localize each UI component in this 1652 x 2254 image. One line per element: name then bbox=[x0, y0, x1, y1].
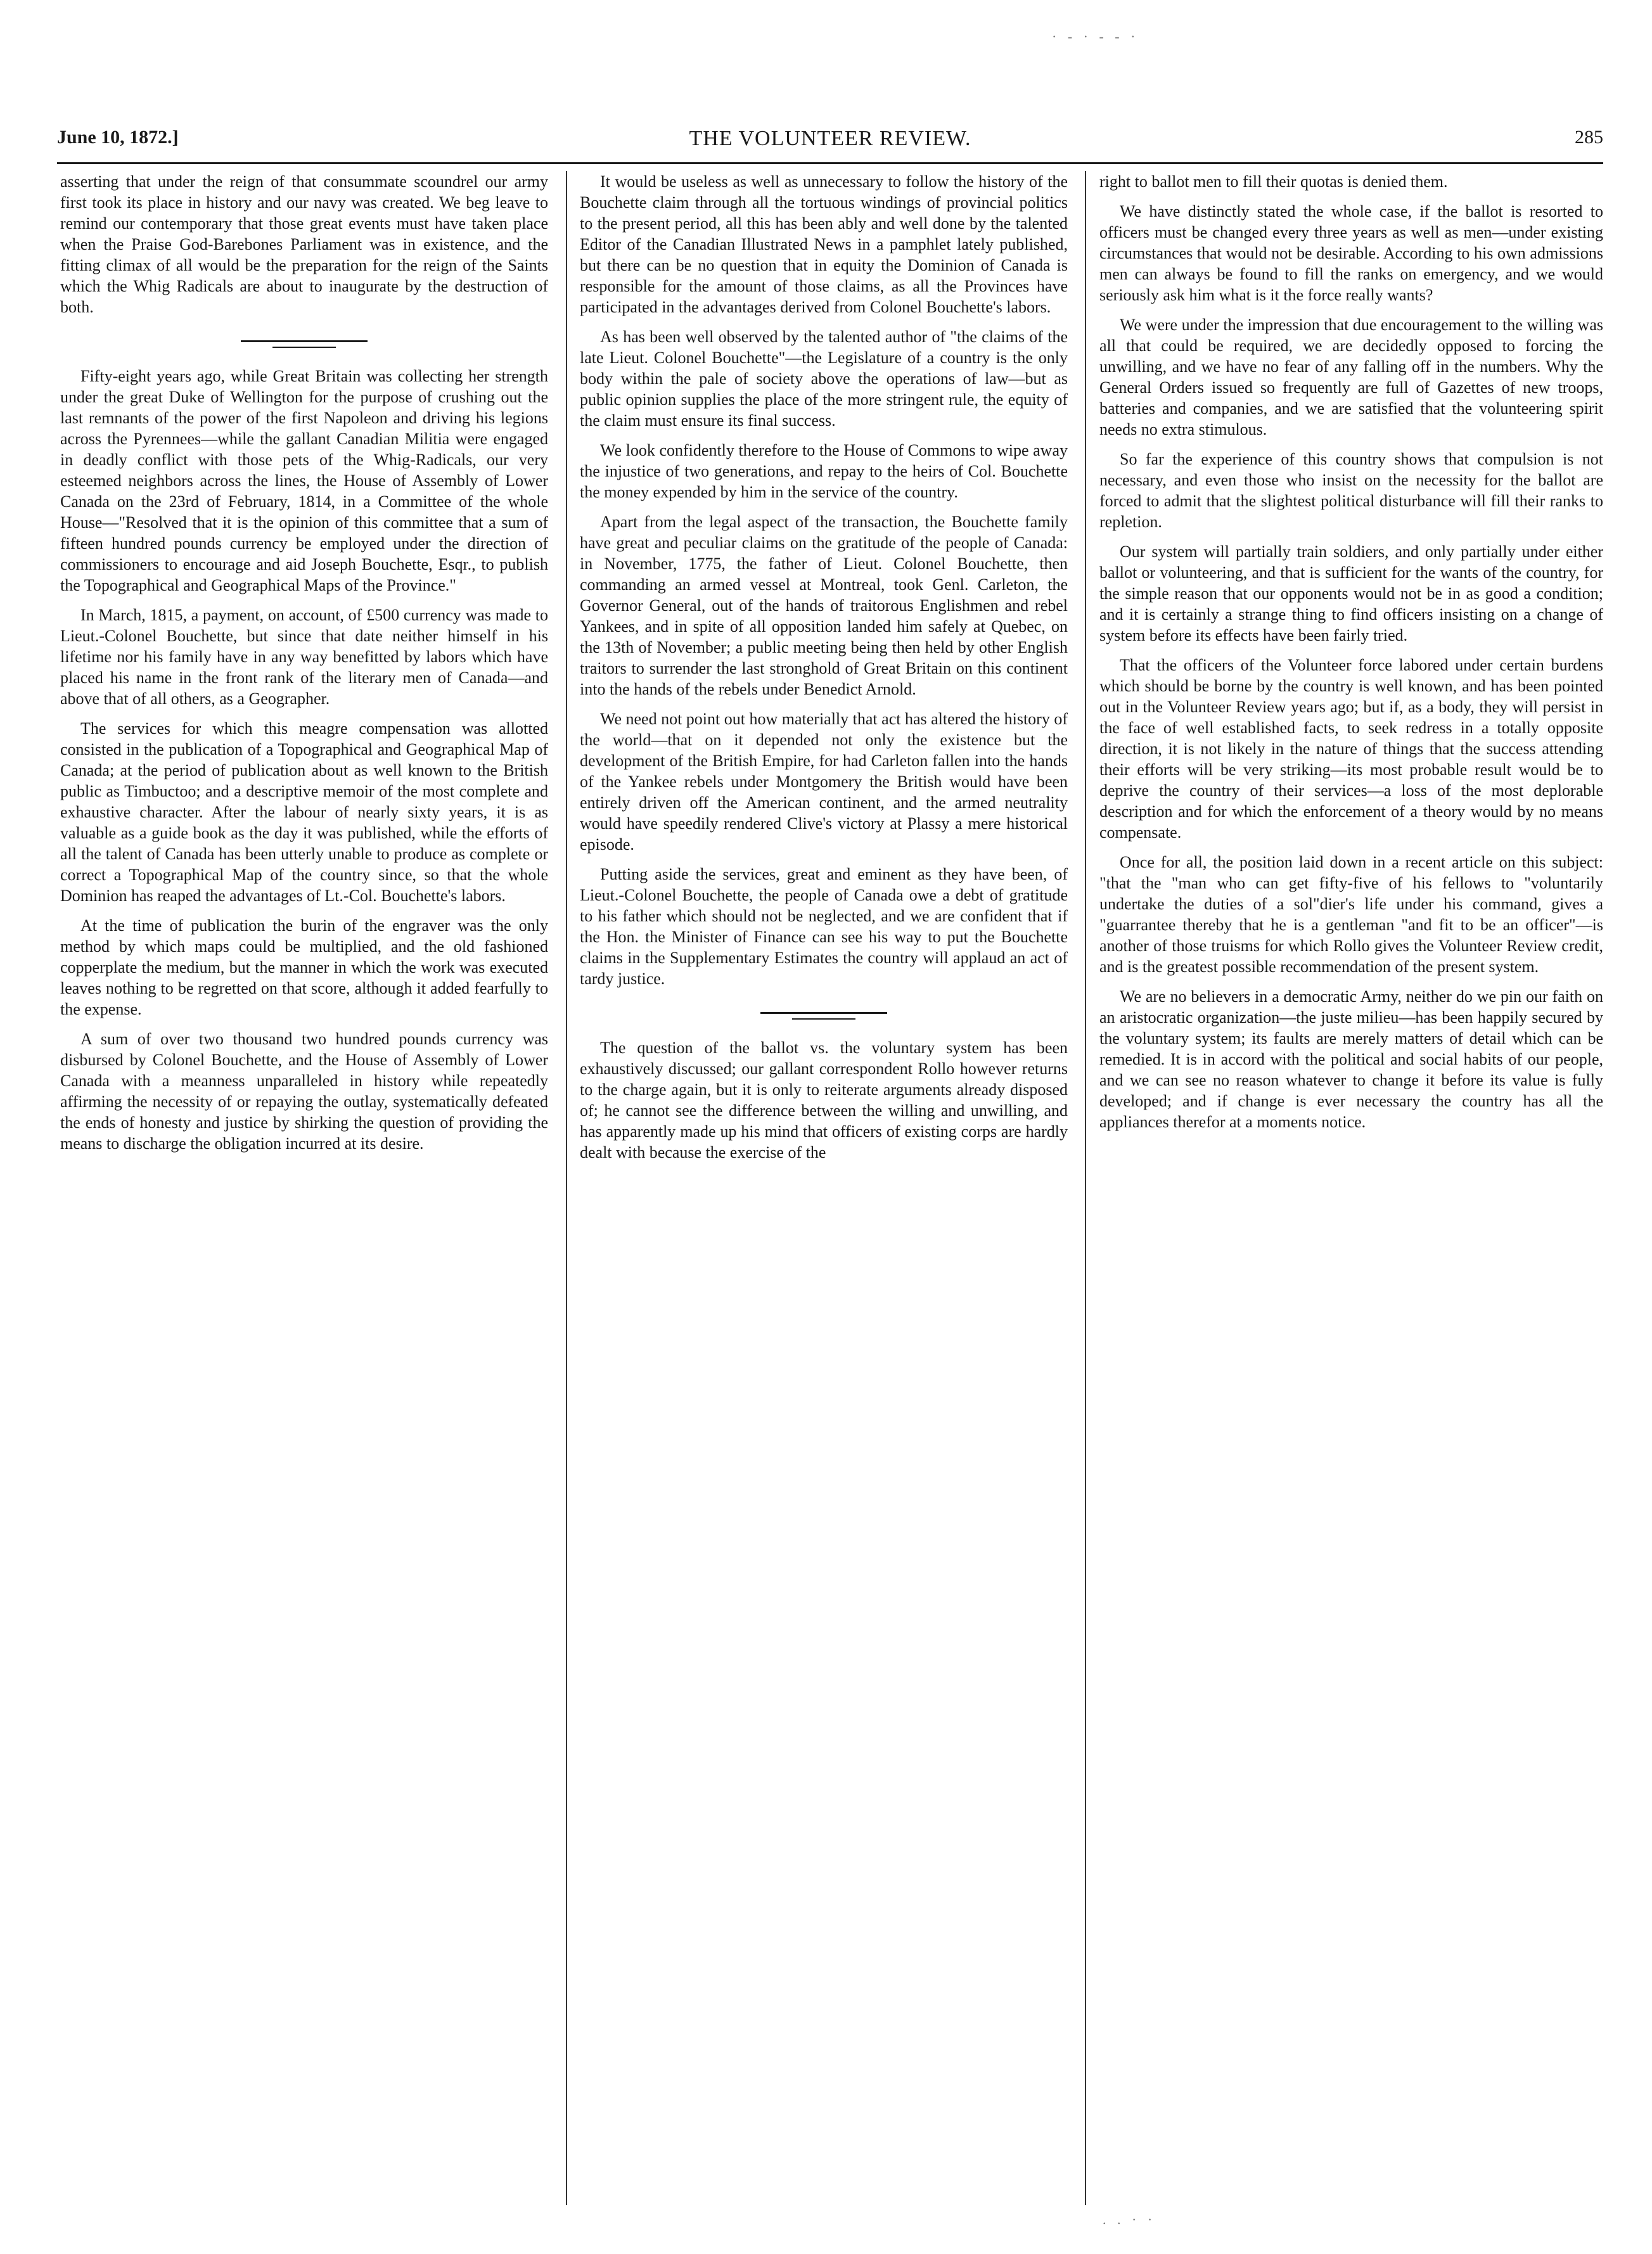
page-number: 285 bbox=[1575, 127, 1603, 148]
paragraph: We need not point out how materially that act has altered the history of the world—that on it depended not only the existence but the development of the British Empire, for had Carleton fallen into the hands of the Yankee rebels under Montgomery the British would have been entirely driven off the American continent, and the armed neutrality would have speedily rendered Clive's victory at Plassy a mere historical episode. bbox=[580, 710, 1068, 854]
print-specks: . . · · bbox=[1103, 2212, 1156, 2227]
column-1 bbox=[60, 171, 548, 1163]
paragraph: Fifty-eight years ago, while Great Britain was collecting her strength under the great Duke of Wellington for the purpose of crushing out the last remnants of the power of the first Napoleon and driving his legions across the Pyrennees—while the gallant Canadian Militia were engaged in deadly conflict with those pets of the Whig-Radicals, our very esteemed neighbors across the lines, the House of Assembly of Lower Canada on the 23rd of February, 1814, in a Committee of the whole House—"Resolved that it is the opinion of this committee that a sum of fifteen hundred pounds currency be employed under the direction of commissioners to encourage and aid Joseph Bouchette, Esqr., to publish the Topographical and Geographical Maps of the Province." bbox=[60, 367, 548, 594]
paragraph: Apart from the legal aspect of the transaction, the Bouchette family have great and peculiar claims on the gratitude of the people of Canada: in November, 1775, the father of Lieut. Colonel Bouchette, then commanding an armed vessel at Montreal, took Genl. Carleton, the Governor General, out of the hands of traitorous Englishmen and rebel Yankees, and in spite of all opposition landed him safely at Quebec, on the 13th of November; a public meeting being then held by other English traitors to surrender the last stronghold of Great Britain on this continent into the hands of the rebels under Benedict Arnold. bbox=[580, 513, 1068, 698]
column-2 bbox=[580, 171, 1068, 1172]
paragraph: It would be useless as well as unnecessary to follow the history of the Bouchette claim through all the tortuous windings of provincial politics to the present period, all this has been ably and well done by the talented Editor of the Canadian Illustrated News in a pamphlet lately published, but there can be no question that in equity the Dominion of Canada is responsible for the amount of those claims, as all the Provinces have participated in the advantages derived from Colonel Bouchette's labors. bbox=[580, 172, 1068, 316]
paragraph: We look confidently therefore to the House of Commons to wipe away the injustice of two generations, and repay to the heirs of Col. Bouchette the money expended by him in the service of the country. bbox=[580, 441, 1068, 501]
paragraph: Putting aside the services, great and eminent as they have been, of Lieut.-Colonel Bouchette, the people of Canada owe a debt of gratitude to his father which should not be neglected, and we are confident that if the Hon. the Minister of Finance can see his way to put the Bouchette claims in the Supplementary Estimates the country will applaud an act of tardy justice. bbox=[580, 865, 1068, 988]
paragraph: A sum of over two thousand two hundred pounds currency was disbursed by Colonel Bouchette, and the House of Assembly of Lower Canada with a meanness unparalleled in history while repeatedly affirming the necessity of or repaying the outlay, systematically defeated the ends of honesty and justice by shirking the question of providing the means to discharge the obligation incurred at its desire. bbox=[60, 1030, 548, 1153]
paragraph: That the officers of the Volunteer force labored under certain burdens which should be borne by the country is well known, and has been pointed out in the Volunteer Review years ago; but if, as a body, they will persist in the face of well established facts, to seek redress in a totally opposite direction, it is not likely in the nature of things that the success attending their efforts will be very striking—its most probable result would be to deprive the country of their services—a loss of the most deplorable description and for which the enforcement of a theory would by no means compensate. bbox=[1099, 656, 1603, 842]
section-separator bbox=[580, 998, 1068, 1037]
paragraph: So far the experience of this country shows that compulsion is not necessary, and even those who insist on the necessity for the ballot are forced to admit that the slightest political disturbance will fill their ranks to repletion. bbox=[1099, 450, 1603, 531]
header-date: June 10, 1872.] bbox=[57, 127, 179, 148]
paragraph: asserting that under the reign of that consummate scoundrel our army first took its place in history and our navy was created. We beg leave to remind our contemporary that those great events must have taken place when the Praise God-Barebones Parliament was in existence, and the fitting climax of all would be the preparation for the reign of the Saints which the Whig Radicals are about to inaugurate by the destruction of both. bbox=[60, 172, 548, 316]
column-3 bbox=[1099, 171, 1603, 1141]
paragraph: Once for all, the position laid down in a recent article on this subject: "that the "man who can get fifty-five of his fellows to "voluntarily undertake the duties of a sol"dier's life under his command, gives a "guarrantee thereby that he is a gentleman "and fit to be an officer"—is another of those truisms for which Rollo gives the Volunteer Review credit, and is the greatest possible recommendation of the present system. bbox=[1099, 853, 1603, 976]
paragraph: We are no believers in a democratic Army, neither do we pin our faith on an aristocratic organization—the juste milieu—has been happily secured by the voluntary system; its faults are merely matters of detail which can be remedied. It is in accord with the political and social habits of our people, and we can see no reason whatever to change it before its value is fully developed; and if change is ever necessary the country has all the appliances therefor at a moments notice. bbox=[1099, 987, 1603, 1131]
column-divider bbox=[1085, 171, 1086, 2205]
paragraph: We have distinctly stated the whole case, if the ballot is resorted to officers must be changed every three years as well as men—under existing circumstances that would not be desirable. According to his own admissions men can always be found to fill the ranks on emergency, and we would seriously ask him what is it the force really wants? bbox=[1099, 202, 1603, 304]
header-title: THE VOLUNTEER REVIEW. bbox=[689, 127, 971, 150]
paragraph: We were under the impression that due encouragement to the willing was all that could be required, we are decidedly opposed to forcing the unwilling, and we have no fear of any falling off in the numbers. Why the General Orders issued so frequently are full of Gazettes of new troops, batteries and companies, and we are satisfied that the volunteering spirit needs no extra stimulous. bbox=[1099, 316, 1603, 439]
paragraph: The question of the ballot vs. the voluntary system has been exhaustively discussed; our gallant correspondent Rollo however returns to the charge again, but it is only to reiterate arguments already disposed of; he cannot see the difference between the willing and unwilling, and has apparently made up his mind that officers of existing corps are hardly dealt with because the exercise of the bbox=[580, 1039, 1068, 1162]
paragraph: Our system will partially train soldiers, and only partially under either ballot or volunteering, and that is sufficient for the wants of the country, for the simple reason that our opponents would not be in as good a condition; and it is certainly a strange thing to find officers insisting on a change of system before its effects have been fairly tried. bbox=[1099, 542, 1603, 644]
paragraph: In March, 1815, a payment, on account, of £500 currency was made to Lieut.-Colonel Bouchette, but since that date neither himself in his lifetime nor his family have in any way benefitted by labors which have placed his name in the front rank of the literary men of Canada—and above that of all others, as a Geographer. bbox=[60, 606, 548, 708]
column-divider bbox=[566, 171, 567, 2205]
page-header bbox=[57, 127, 1603, 165]
print-specks: · - · - - · bbox=[1052, 29, 1139, 44]
header-rule bbox=[57, 162, 1603, 164]
paragraph: At the time of publication the burin of the engraver was the only method by which maps could be multiplied, and the old fashioned copperplate the medium, but the manner in which the work was executed leaves nothing to be regretted on that score, although it added fearfully to the expense. bbox=[60, 916, 548, 1018]
paragraph: The services for which this meagre compensation was allotted consisted in the publication of a Topographical and Geographical Map of Canada; at the period of publication about as well known to the British public as Timbuctoo; and a descriptive memoir of the most complete and exhaustive character. After the labour of nearly sixty years, it is as valuable as a guide book as the day it was published, while the efforts of all the talent of Canada has been utterly unable to produce as complete or correct a Topographical Map of the country since, so that the whole Dominion has reaped the advantages of Lt.-Col. Bouchette's labors. bbox=[60, 719, 548, 905]
paragraph: As has been well observed by the talented author of "the claims of the late Lieut. Colonel Bouchette"—the Legislature of a country is the only body within the pale of society above the operations of law—but as public opinion supplies the place of the more stringent rule, the equity of the claim must ensure its final success. bbox=[580, 328, 1068, 430]
paragraph: right to ballot men to fill their quotas is denied them. bbox=[1099, 172, 1448, 191]
section-separator bbox=[60, 326, 548, 366]
